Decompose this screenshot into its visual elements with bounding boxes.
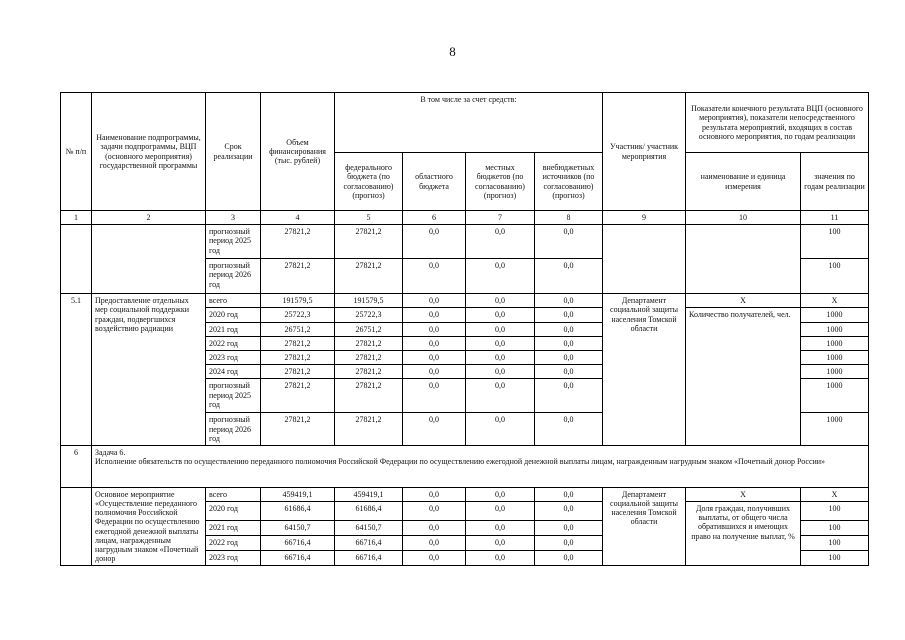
header-col-extra: внебюджетных источников (по согласованию) (прогноз): [535, 153, 603, 211]
row-local: 0,0: [466, 308, 535, 322]
row-regional: 0,0: [403, 551, 466, 566]
row-local: 0,0: [466, 322, 535, 336]
row-name: [92, 225, 206, 294]
row-value: 1000: [801, 350, 869, 364]
row-value: 100: [801, 551, 869, 566]
row-total: 66716,4: [261, 536, 335, 551]
header-col-regional: областного бюджета: [403, 153, 466, 211]
row-total: 27821,2: [261, 225, 335, 259]
row-federal: 25722,3: [335, 308, 403, 322]
row-federal: 459419,1: [335, 487, 403, 501]
row-value: 1000: [801, 322, 869, 336]
row-total: 66716,4: [261, 551, 335, 566]
row-extra: 0,0: [535, 413, 603, 446]
row-num: [61, 487, 92, 566]
row-local: 0,0: [466, 551, 535, 566]
row-regional: 0,0: [403, 365, 466, 379]
col-number: 5: [335, 211, 403, 225]
row-local: 0,0: [466, 487, 535, 501]
header-col-name: Наименование подпрограммы, задачи подпрограммы, ВЦП (основного мероприятия) государственной программы: [92, 93, 206, 211]
header-row-1: [61, 93, 869, 153]
row-local: 0,0: [466, 350, 535, 364]
row-name: Предоставление отдельных мер социальной поддержки граждан, подвергшихся воздействию радиации: [92, 294, 206, 446]
row-period: 2022 год: [206, 536, 261, 551]
row-local: 0,0: [466, 413, 535, 446]
row-extra: 0,0: [535, 294, 603, 308]
financing-table: [60, 92, 869, 566]
row-federal: 66716,4: [335, 536, 403, 551]
row-indicator: Доля граждан, получивших выплаты, от общего числа обратившихся и имеющих право на получение выплат, %: [686, 502, 801, 566]
row-indicator: [686, 225, 801, 294]
header-col-local: местных бюджетов (по согласованию) (прогноз): [466, 153, 535, 211]
row-extra: 0,0: [535, 336, 603, 350]
task-num: 6: [61, 445, 92, 487]
row-local: 0,0: [466, 536, 535, 551]
row-extra: 0,0: [535, 365, 603, 379]
col-number: 9: [603, 211, 686, 225]
row-regional: 0,0: [403, 350, 466, 364]
row-federal: 61686,4: [335, 502, 403, 521]
row-federal: 27821,2: [335, 365, 403, 379]
row-value: 1000: [801, 379, 869, 413]
row-value: 1000: [801, 413, 869, 446]
row-local: 0,0: [466, 365, 535, 379]
row-local: 0,0: [466, 259, 535, 294]
row-total: 27821,2: [261, 379, 335, 413]
row-period: 2021 год: [206, 322, 261, 336]
row-extra: 0,0: [535, 350, 603, 364]
row-period: 2020 год: [206, 308, 261, 322]
row-federal: 191579,5: [335, 294, 403, 308]
row-extra: 0,0: [535, 379, 603, 413]
row-participant: Департамент социальной защиты населения Томской области: [603, 487, 686, 566]
row-total: 459419,1: [261, 487, 335, 501]
row-regional: 0,0: [403, 521, 466, 536]
row-period: 2023 год: [206, 350, 261, 364]
header-group-sources: В том числе за счет средств:: [335, 93, 603, 153]
row-regional: 0,0: [403, 294, 466, 308]
row-regional: 0,0: [403, 336, 466, 350]
row-total: 27821,2: [261, 350, 335, 364]
row-regional: 0,0: [403, 502, 466, 521]
header-col-indicator-value: значения по годам реализации: [801, 153, 869, 211]
col-number: 10: [686, 211, 801, 225]
row-indicator: Х: [686, 487, 801, 501]
row-federal: 26751,2: [335, 322, 403, 336]
row-total: 25722,3: [261, 308, 335, 322]
row-period: 2023 год: [206, 551, 261, 566]
col-number: 8: [535, 211, 603, 225]
row-local: 0,0: [466, 521, 535, 536]
row-local: 0,0: [466, 502, 535, 521]
row-federal: 27821,2: [335, 350, 403, 364]
row-period: прогнозный период 2025 год: [206, 225, 261, 259]
header-col-num: № п/п: [61, 93, 92, 211]
row-regional: 0,0: [403, 379, 466, 413]
row-extra: 0,0: [535, 225, 603, 259]
row-local: 0,0: [466, 225, 535, 259]
row-regional: 0,0: [403, 536, 466, 551]
row-num: [61, 225, 92, 294]
row-total: 191579,5: [261, 294, 335, 308]
row-value: 100: [801, 502, 869, 521]
row-period: всего: [206, 294, 261, 308]
header-group-indicators: Показатели конечного результата ВЦП (основного мероприятия), показатели непосредственного результата мероприятий, входящих в состав основного мероприятия, по годам реализации: [686, 93, 869, 153]
row-period: 2024 год: [206, 365, 261, 379]
row-value: 100: [801, 536, 869, 551]
row-regional: 0,0: [403, 487, 466, 501]
row-extra: 0,0: [535, 521, 603, 536]
col-number: 2: [92, 211, 206, 225]
row-total: 61686,4: [261, 502, 335, 521]
row-federal: 27821,2: [335, 413, 403, 446]
row-period: 2021 год: [206, 521, 261, 536]
row-participant: [603, 225, 686, 294]
header-col-participant: Участник/ участник мероприятия: [603, 93, 686, 211]
row-indicator: Количество получателей, чел.: [686, 308, 801, 446]
row-period: 2020 год: [206, 502, 261, 521]
row-value: 1000: [801, 336, 869, 350]
row-total: 64150,7: [261, 521, 335, 536]
row-total: 27821,2: [261, 336, 335, 350]
column-number-row: [61, 211, 869, 225]
row-federal: 64150,7: [335, 521, 403, 536]
col-number: 3: [206, 211, 261, 225]
row-value: 100: [801, 225, 869, 259]
row-num: 5.1: [61, 294, 92, 446]
row-local: 0,0: [466, 294, 535, 308]
row-value: Х: [801, 294, 869, 308]
task-row: [61, 445, 869, 487]
header-col-total: Объем финансирования (тыс. рублей): [261, 93, 335, 211]
row-value: 1000: [801, 308, 869, 322]
row-value: 100: [801, 521, 869, 536]
row-total: 27821,2: [261, 413, 335, 446]
row-period: прогнозный период 2026 год: [206, 413, 261, 446]
row-total: 27821,2: [261, 365, 335, 379]
row-value: 100: [801, 259, 869, 294]
row-regional: 0,0: [403, 259, 466, 294]
row-total: 26751,2: [261, 322, 335, 336]
task-title: Задача 6.: [95, 447, 126, 457]
row-participant: Департамент социальной защиты населения Томской области: [603, 294, 686, 446]
row-period: 2022 год: [206, 336, 261, 350]
col-number: 6: [403, 211, 466, 225]
row-local: 0,0: [466, 379, 535, 413]
row-regional: 0,0: [403, 225, 466, 259]
header-col-federal: федерального бюджета (по согласованию) (прогноз): [335, 153, 403, 211]
table-row: [61, 487, 869, 501]
row-name: Основное мероприятие «Осуществление переданного полномочия Российской Федерации по осуществлению ежегодной денежной выплаты лицам, награжденным нагрудным знаком «Почетный донор: [92, 487, 206, 566]
table-row: [61, 294, 869, 308]
row-extra: 0,0: [535, 259, 603, 294]
row-local: 0,0: [466, 336, 535, 350]
row-federal: 27821,2: [335, 259, 403, 294]
row-regional: 0,0: [403, 413, 466, 446]
row-value: Х: [801, 487, 869, 501]
row-indicator: Х: [686, 294, 801, 308]
row-regional: 0,0: [403, 308, 466, 322]
row-period: всего: [206, 487, 261, 501]
col-number: 7: [466, 211, 535, 225]
row-extra: 0,0: [535, 502, 603, 521]
row-extra: 0,0: [535, 536, 603, 551]
row-federal: 27821,2: [335, 225, 403, 259]
row-value: 1000: [801, 365, 869, 379]
row-federal: 27821,2: [335, 336, 403, 350]
row-period: прогнозный период 2025 год: [206, 379, 261, 413]
row-extra: 0,0: [535, 322, 603, 336]
col-number: 4: [261, 211, 335, 225]
row-total: 27821,2: [261, 259, 335, 294]
page-number: 8: [449, 44, 456, 59]
task-description: Исполнение обязательств по осуществлению переданного полномочия Российской Федерации по осуществлению ежегодной денежной выплаты лицам, награжденным нагрудным знаком «Почетный донор России»: [95, 457, 826, 467]
row-extra: 0,0: [535, 551, 603, 566]
row-extra: 0,0: [535, 308, 603, 322]
row-federal: 66716,4: [335, 551, 403, 566]
table-row: [61, 225, 869, 259]
row-regional: 0,0: [403, 322, 466, 336]
row-period: прогнозный период 2026 год: [206, 259, 261, 294]
header-col-period: Срок реализации: [206, 93, 261, 211]
row-federal: 27821,2: [335, 379, 403, 413]
row-extra: 0,0: [535, 487, 603, 501]
col-number: 1: [61, 211, 92, 225]
col-number: 11: [801, 211, 869, 225]
header-col-indicator-name: наименование и единица измерения: [686, 153, 801, 211]
task-text: [92, 445, 869, 487]
